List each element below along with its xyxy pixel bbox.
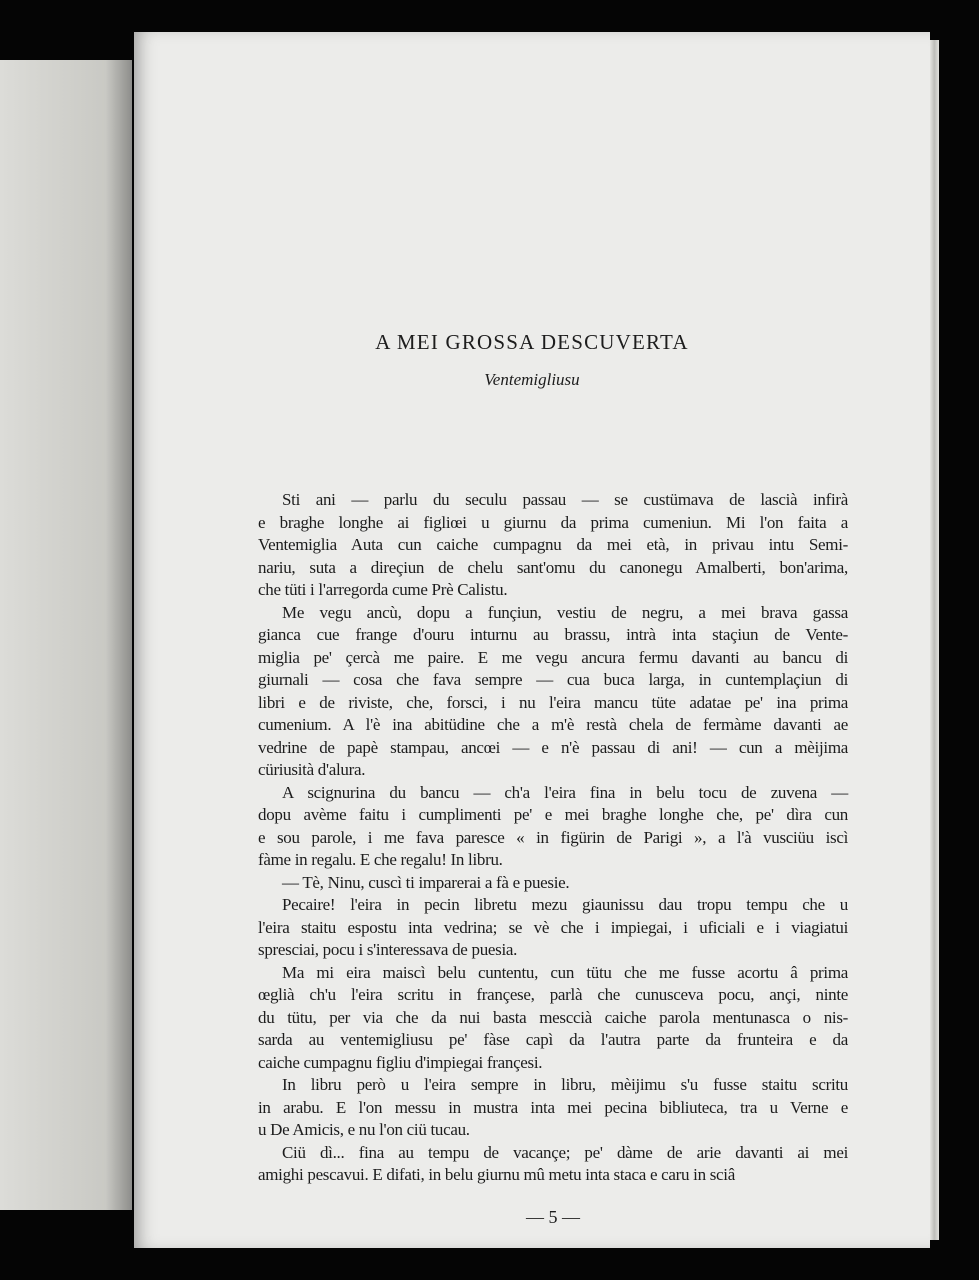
text-line: amighi pescavui. E difati, in belu giurnu mû metu inta staca e caru in sciâ — [258, 1165, 735, 1184]
paragraph — [258, 782, 848, 872]
text-line: fàme in regalu. E che regalu! In libru. — [258, 850, 503, 869]
paragraph — [258, 1074, 848, 1142]
text-line: e braghe longhe ai figliœi u giurnu da prima cumeniun. Mi l'on faita a — [258, 512, 848, 532]
text-line: cüriusità d'alura. — [258, 760, 366, 779]
book-page — [134, 32, 930, 1248]
text-line: dopu avème faitu i cumplimenti pe' e mei braghe longhe che, pe' dìra cun — [258, 805, 848, 824]
text-line: miglia pe' çercà me paire. E me vegu ancura fermu davanti au bancu di — [258, 647, 848, 667]
text-line: Me vegu ancù, dopu a funçiun, vestiu de negru, a mei brava gassa — [282, 602, 848, 622]
text-line: in arabu. E l'on messu in mustra inta mei pecina bibliuteca, tra u Verne e — [258, 1097, 848, 1117]
paragraph — [258, 894, 848, 962]
paragraph — [258, 489, 848, 602]
body-text — [258, 489, 848, 1187]
text-line: Ciü dì... fina au tempu de vacançe; pe' dàme de arie davanti ai mei — [282, 1142, 848, 1162]
text-line: spresciai, pocu i s'interessava de puesia. — [258, 940, 518, 959]
text-line: caiche cumpagnu figliu d'impiegai françesi. — [258, 1052, 543, 1072]
paragraph — [258, 602, 848, 782]
text-line: — Tè, Ninu, cuscì ti imparerai a fà e puesie. — [282, 872, 570, 892]
paragraph — [258, 1142, 848, 1187]
text-line: cumenium. A l'è ina abitüdine che a m'è restà chela de fermàme davanti ae — [258, 715, 848, 734]
text-line: u De Amicis, e nu l'on ciü tucau. — [258, 1120, 470, 1139]
text-line: sarda au ventemigliusu pe' fàse capì da l'autra parte da frunteira e da — [258, 1030, 848, 1049]
text-line: che tüti i l'arregorda cume Prè Calistu. — [258, 580, 508, 599]
text-line: nariu, suta a direçiun de chelu sant'omu du canonegu Amalberti, bon'arima, — [258, 557, 848, 577]
left-page-edge — [0, 60, 132, 1210]
chapter-subtitle: Ventemigliusu — [484, 370, 580, 389]
text-line: gianca cue frange d'ouru inturnu au brassu, intrà inta staçiun de Vente- — [258, 625, 848, 644]
text-line: giurnali — cosa che fava sempre — cua buca larga, in cuntemplaçiun di — [258, 670, 848, 689]
page-number: — 5 — — [526, 1206, 580, 1227]
paragraph — [258, 872, 848, 895]
text-line: vedrine de papè stampau, ancœi — e n'è passau di ani! — cun a mèijima — [258, 737, 848, 757]
text-line: In libru però u l'eira sempre in libru, mèijimu s'u fusse staitu scritu — [282, 1075, 848, 1094]
text-line: œglià ch'u l'eira scritu in françese, parlà che cunusceva pocu, ançi, ninte — [258, 985, 848, 1004]
text-line: Ventemiglia Auta cun caiche cumpagnu da mei età, in privau intu Semi- — [258, 535, 848, 554]
text-line: e sou parole, i me fava paresce « in figürin de Parigi », a l'à vusciüu iscì — [258, 827, 848, 847]
paragraph — [258, 962, 848, 1075]
text-line: Pecaire! l'eira in pecin libretu mezu giaunissu dau tropu tempu che u — [282, 895, 848, 914]
text-line: libri e de riviste, che, forsci, i nu l'eira mancu tüte adatae pe' ina prima — [258, 692, 848, 712]
text-line: A scignurina du bancu — ch'a l'eira fina in belu tocu de zuvena — — [282, 782, 848, 802]
text-line: du tütu, per via che da nui basta mesccià caiche parola mentunasca o nis- — [258, 1007, 848, 1027]
text-flow — [258, 489, 848, 1229]
text-line: Sti ani — parlu du seculu passau — se custümava de lascià infirà — [282, 490, 848, 509]
text-line: Ma mi eira maiscì belu cuntentu, cun tütu che me fusse acortu â prima — [282, 962, 848, 982]
chapter-title: A MEI GROSSA DESCUVERTA — [375, 330, 689, 354]
text-line: l'eira staitu espostu inta vedrina; se vè che i impiegai, i uficiali e i viagiatui — [258, 917, 848, 937]
